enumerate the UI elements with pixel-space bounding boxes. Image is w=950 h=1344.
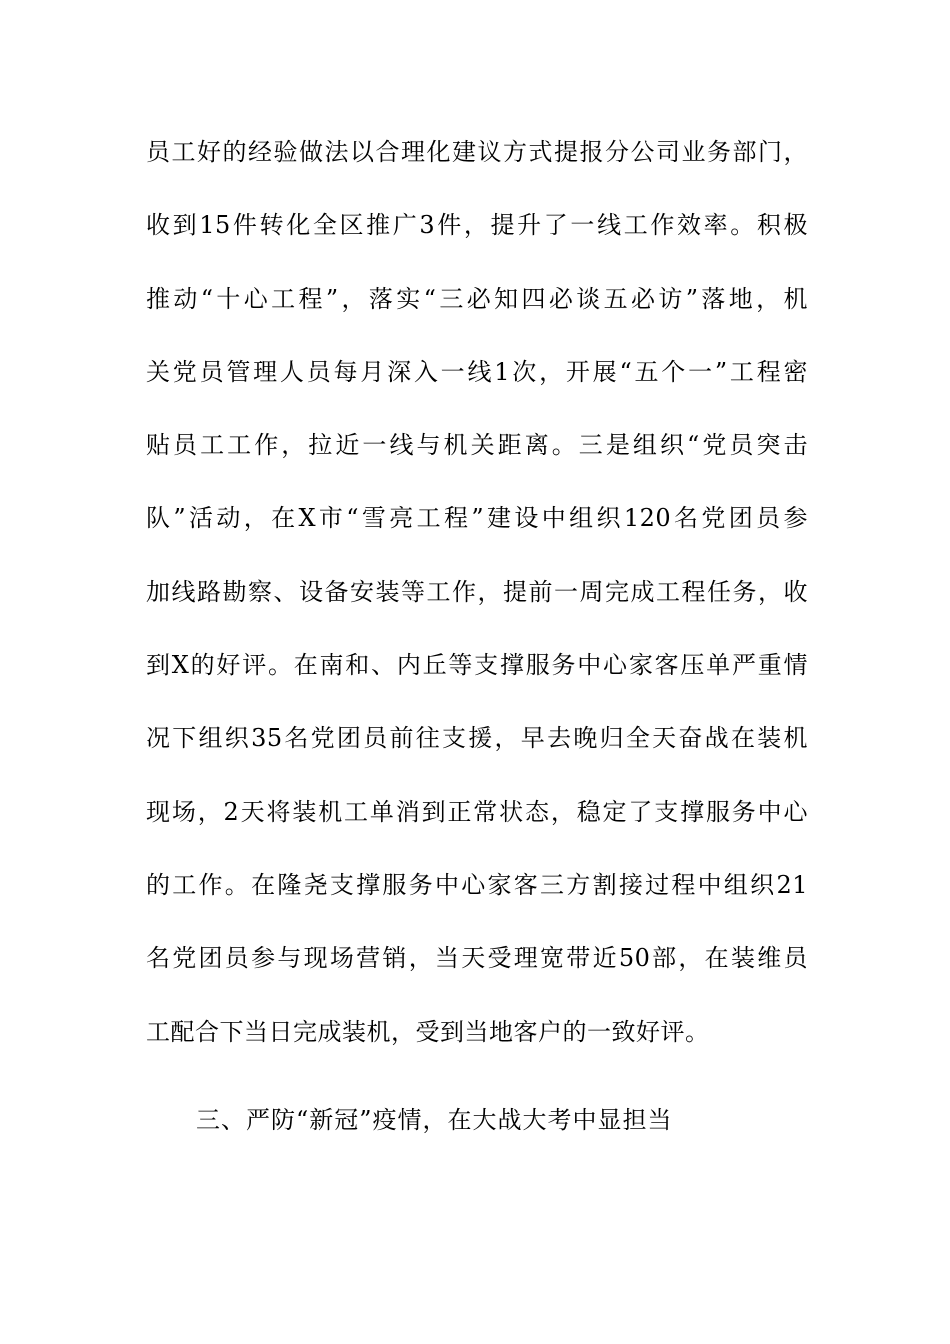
paragraph-line: 到X的好评。在南和、内丘等支撑服务中心家客压单严重情 (146, 651, 808, 680)
paragraph-line: 推动“十心工程”，落实“三必知四必谈五必访”落地，机 (146, 284, 808, 313)
paragraph-line: 工配合下当日完成装机，受到当地客户的一致好评。 (146, 1017, 710, 1046)
paragraph-line: 收到15件转化全区推广3件，提升了一线工作效率。积极 (146, 211, 808, 240)
paragraph-line: 关党员管理人员每月深入一线1次，开展“五个一”工程密 (146, 357, 808, 386)
paragraph-line: 贴员工工作，拉近一线与机关距离。三是组织“党员突击 (146, 431, 808, 460)
body-paragraph (146, 124, 808, 1077)
paragraph-line: 员工好的经验做法以合理化建议方式提报分公司业务部门， (146, 138, 808, 166)
paragraph-line: 加线路勘察、设备安装等工作，提前一周完成工程任务，收 (146, 577, 808, 606)
paragraph-line: 名党团员参与现场营销，当天受理宽带近50部，在装维员 (146, 944, 808, 973)
paragraph-line: 的工作。在隆尧支撑服务中心家客三方割接过程中组织21 (146, 870, 808, 899)
paragraph-line: 队”活动，在X市“雪亮工程”建设中组织120名党团员参 (146, 504, 808, 533)
paragraph-line: 况下组织35名党团员前往支援，早去晚归全天奋战在装机 (146, 724, 808, 753)
paragraph-line: 现场，2天将装机工单消到正常状态，稳定了支撑服务中心 (146, 797, 808, 826)
section-heading: 三、严防“新冠”疫情，在大战大考中显担当 (196, 1106, 673, 1134)
